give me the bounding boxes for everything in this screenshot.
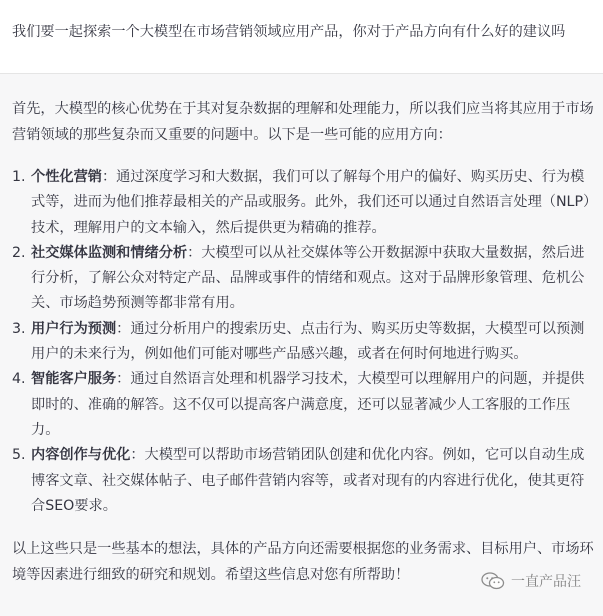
list-item-title: 内容创作与优化 — [31, 447, 131, 464]
list-item-body: ：大模型可以帮助市场营销团队创建和优化内容。例如，它可以自动生成博客文章、社交媒体帖子、电子邮件营销内容等，或者对现有的内容进行优化，使其更符合SEO要求。 — [31, 447, 585, 514]
suggestion-list — [12, 165, 592, 519]
user-message — [0, 0, 603, 74]
list-item-title: 社交媒体监测和情绪分析 — [31, 244, 188, 261]
list-item — [12, 317, 592, 368]
list-item — [12, 443, 592, 519]
watermark — [481, 571, 581, 591]
list-item — [12, 241, 592, 317]
assistant-message — [0, 74, 603, 616]
list-item-title: 智能客户服务 — [31, 371, 117, 388]
list-item-body: ：大模型可以从社交媒体等公开数据源中获取大量数据，然后进行分析，了解公众对特定产品、品牌或事件的情绪和观点。这对于品牌形象管理、危机公关、市场趋势预测等都非常有用。 — [31, 244, 585, 312]
list-number: 3. — [12, 320, 26, 337]
list-number: 2. — [12, 244, 26, 261]
list-item-body: ：通过分析用户的搜索历史、点击行为、购买历史等数据，大模型可以预测用户的未来行为，例如他们可能对哪些产品感兴趣，或者在何时何地进行购买。 — [31, 320, 585, 363]
list-item-body: ：通过自然语言处理和机器学习技术，大模型可以理解用户的问题，并提供即时的、准确的解答。这不仅可以提高客户满意度，还可以显著减少人工客服的工作压力。 — [31, 371, 585, 438]
watermark-text: 一直产品汪 — [511, 574, 581, 590]
wechat-icon — [481, 572, 505, 590]
list-item-body: ：通过深度学习和大数据，我们可以了解每个用户的偏好、购买历史、行为模式等，进而为他们推荐最相关的产品或服务。此外，我们还可以通过自然语言处理（NLP）技术，理解用户的文本输入，然后提供更为精确的推荐。 — [31, 169, 591, 236]
list-item-title: 用户行为预测 — [31, 320, 117, 337]
list-item — [12, 165, 592, 241]
list-item — [12, 367, 592, 443]
list-number: 4. — [12, 371, 26, 388]
assistant-intro: 首先，大模型的核心优势在于其对复杂数据的理解和处理能力，所以我们应当将其应用于市场营销领域的那些复杂而又重要的问题中。以下是一些可能的应用方向： — [12, 101, 594, 143]
user-message-text: 我们要一起探索一个大模型在市场营销领域应用产品，你对于产品方向有什么好的建议吗 — [12, 24, 566, 40]
list-item-title: 个性化营销 — [31, 169, 102, 185]
list-number: 1. — [12, 169, 26, 185]
list-number: 5. — [12, 447, 26, 464]
assistant-outro: 以上这些只是一些基本的想法，具体的产品方向还需要根据您的业务需求、目标用户、市场环境等因素进行细致的研究和规划。希望这些信息对您有所帮助！ — [12, 541, 594, 583]
